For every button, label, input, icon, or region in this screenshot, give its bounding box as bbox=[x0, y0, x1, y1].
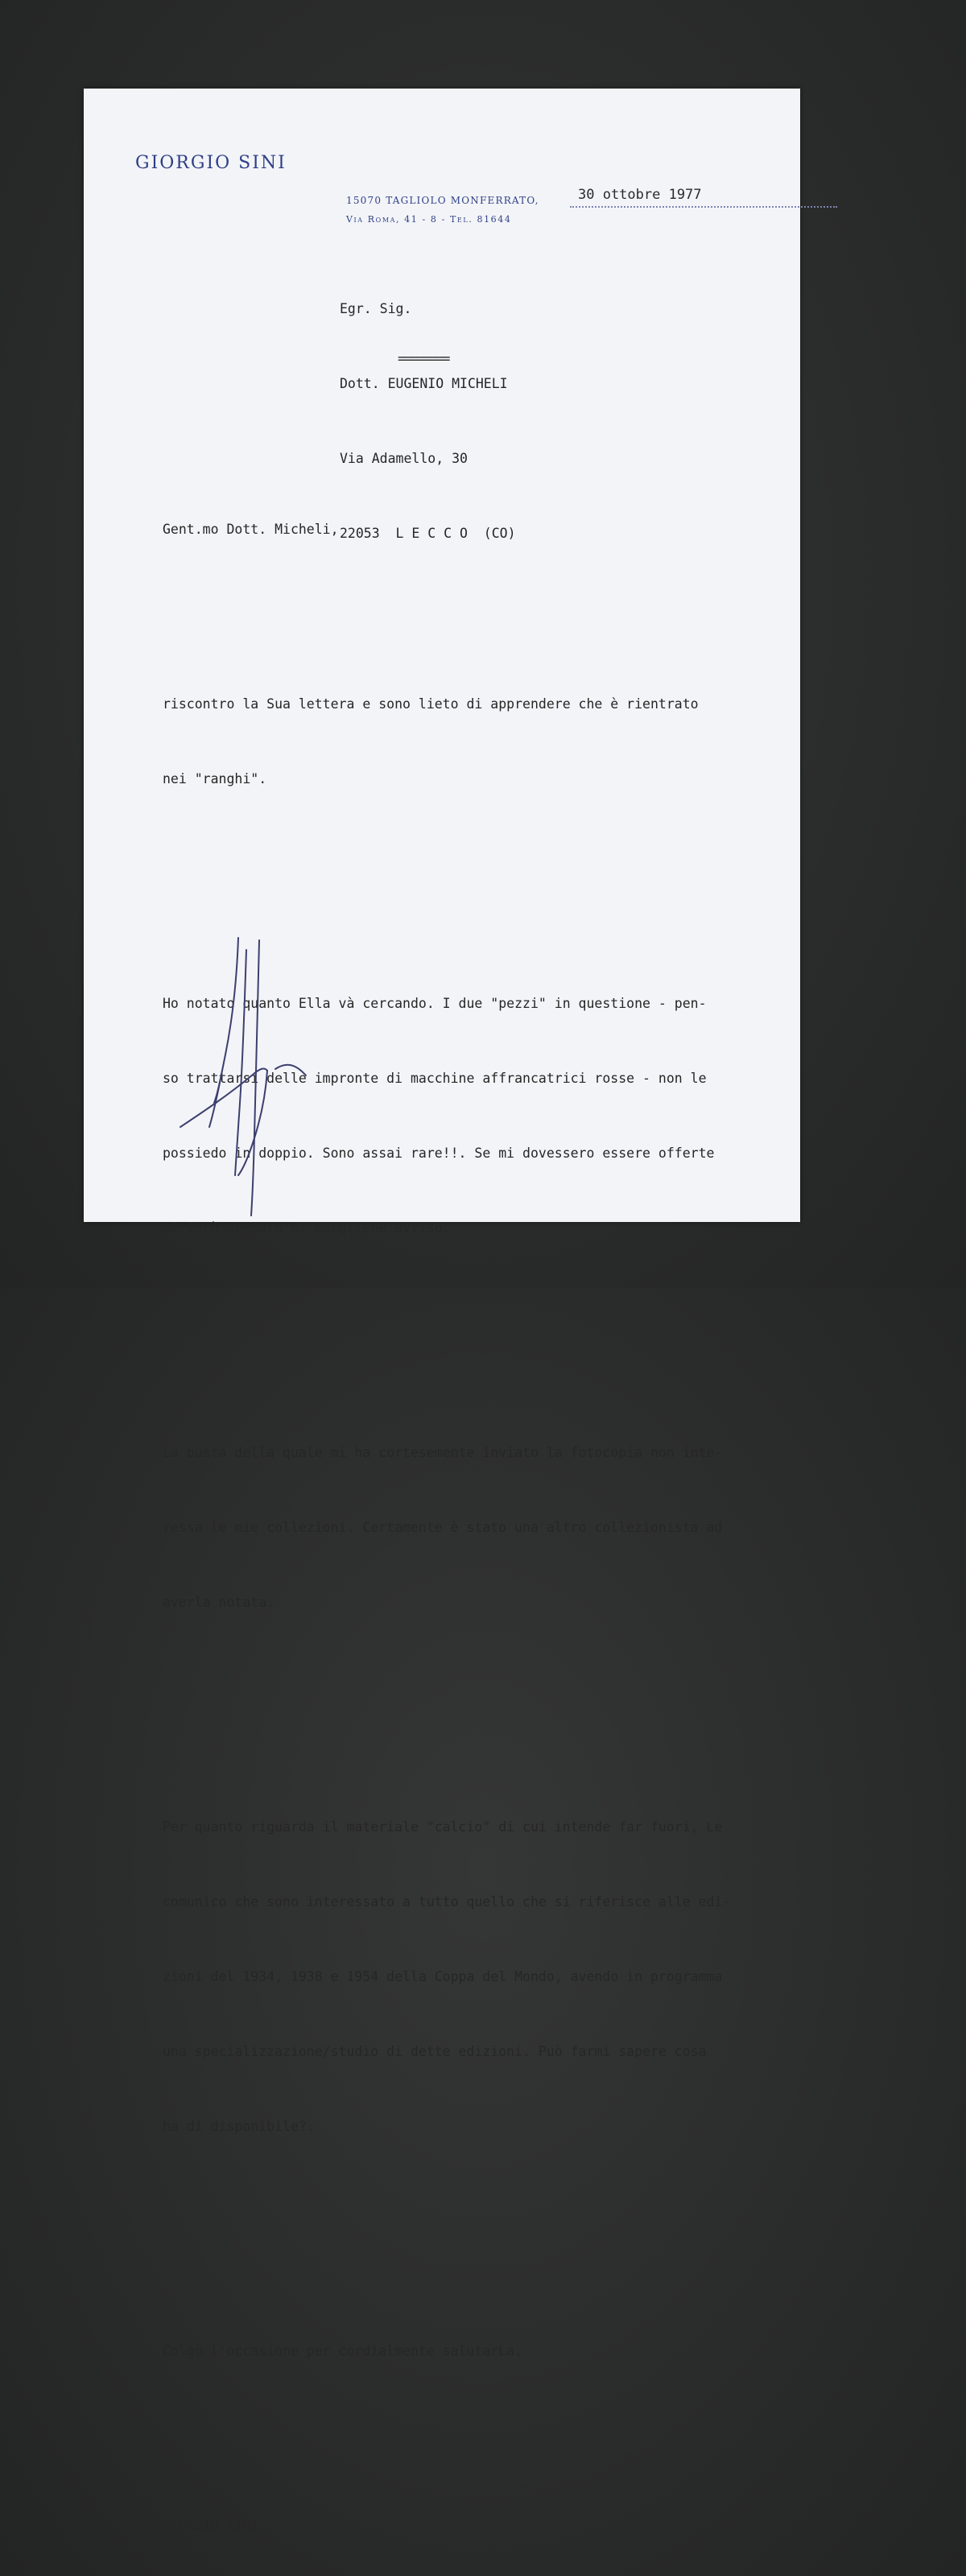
letter-date: 30 ottobre 1977 bbox=[578, 187, 702, 203]
letterhead-name: GIORGIO SINI bbox=[135, 153, 287, 173]
body-line: mi farò premura di dargliene avviso. bbox=[163, 1220, 451, 1236]
recipient-line: Dott. EUGENIO MICHELI bbox=[340, 376, 508, 391]
body-line: ressa le mie collezioni. Certamente è stato una altro collezionista ad bbox=[163, 1520, 723, 1535]
body-paragraph bbox=[163, 1390, 730, 1665]
recipient-line: Egr. Sig. bbox=[340, 301, 412, 316]
body-line: Ho notato quanto Ella và cercando. I due "pezzi" in questione - pen- bbox=[163, 996, 707, 1011]
body-line: una specializzazione/studio di dette edizioni. Può farmi sapere cosa bbox=[163, 2044, 707, 2059]
body-line: comunico che sono interessato a tutto quello che si riferisce alle edi- bbox=[163, 1894, 731, 1909]
body-line: averla notata. bbox=[163, 1595, 275, 1610]
body-paragraph bbox=[163, 2289, 730, 2413]
body-line: Per quanto riguarda il materiale "calcio" di cui intende far fuori, Le bbox=[163, 1819, 723, 1835]
body-line: riscontro la Sua lettera e sono lieto di apprendere che è rientrato bbox=[163, 696, 699, 712]
body-paragraph bbox=[163, 642, 730, 841]
date-dotted-line bbox=[570, 206, 837, 208]
letter-body bbox=[163, 467, 730, 2576]
recipient-line: Via Adamello, 30 bbox=[340, 451, 468, 466]
body-paragraph bbox=[163, 1765, 730, 2189]
recipient-line: 22053 L E C C O (CO) bbox=[340, 526, 516, 541]
body-line: zioni del 1934, 1938 e 1954 della Coppa del Mondo, avendo in programma bbox=[163, 1969, 723, 1984]
body-line: nei "ranghi". bbox=[163, 771, 267, 786]
closing-name: GIORGIO SINI bbox=[163, 2518, 259, 2533]
recipient-separator: ======== bbox=[398, 351, 449, 366]
letterhead-address-line1: 15070 TAGLIOLO MONFERRATO, bbox=[346, 195, 539, 206]
body-line: Colgo l'occasione per cordialmente salutarLa. bbox=[163, 2343, 523, 2359]
body-line: so trattarsi delle impronte di macchine affrancatrici rosse - non le bbox=[163, 1071, 707, 1086]
salutation: Gent.mo Dott. Micheli, bbox=[163, 522, 339, 537]
handwritten-signature bbox=[164, 934, 357, 1224]
letter-sheet bbox=[84, 89, 800, 2533]
body-line: possiedo in doppio. Sono assai rare!!. Se mi dovessero essere offerte bbox=[163, 1146, 715, 1161]
body-line: ha di disponibile?. bbox=[163, 2119, 315, 2134]
body-line: La busta della quale mi ha cortesemente inviato la fotocopia non inte- bbox=[163, 1445, 723, 1460]
letterhead-address-line2: Via Roma, 41 - 8 - Tel. 81644 bbox=[346, 214, 512, 225]
